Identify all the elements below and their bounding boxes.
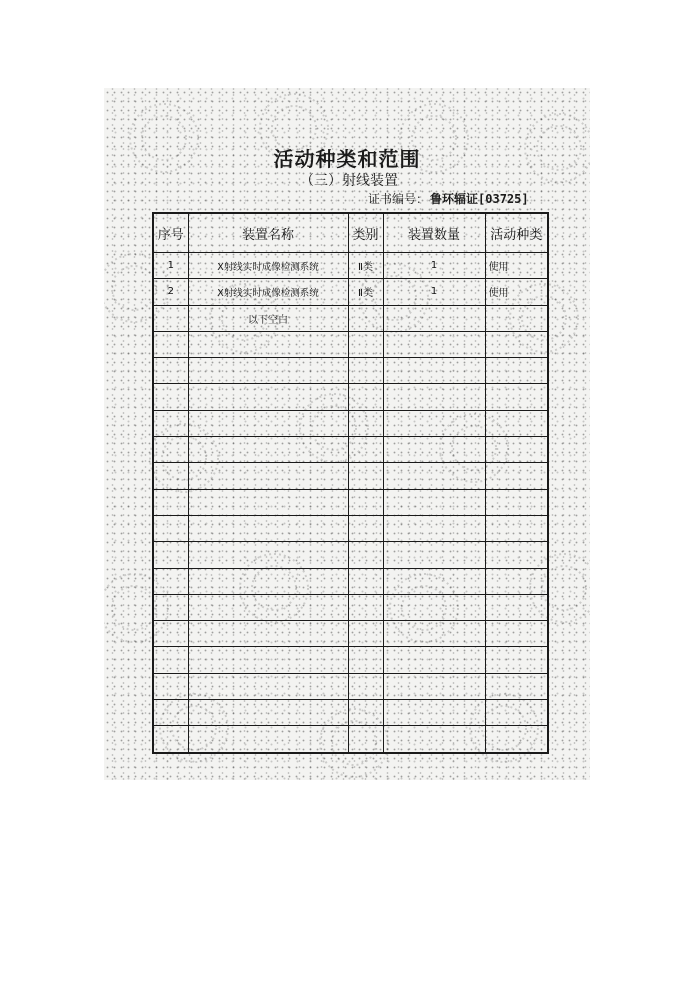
cell-activity-type bbox=[485, 489, 548, 515]
cell-category bbox=[348, 673, 383, 699]
cell-seq bbox=[153, 515, 188, 541]
cell-quantity bbox=[383, 568, 485, 594]
cell-activity-type bbox=[485, 305, 548, 331]
cell-activity-type bbox=[485, 358, 548, 384]
cell-activity-type bbox=[485, 726, 548, 753]
table-row-empty bbox=[153, 437, 548, 463]
cell-category bbox=[348, 568, 383, 594]
cell-category bbox=[348, 621, 383, 647]
cell-quantity bbox=[383, 489, 485, 515]
cell-category bbox=[348, 437, 383, 463]
cell-activity-type bbox=[485, 384, 548, 410]
cell-quantity bbox=[383, 437, 485, 463]
cell-seq bbox=[153, 673, 188, 699]
cell-device-name bbox=[188, 594, 348, 620]
cell-seq: 1 bbox=[153, 253, 188, 279]
cell-quantity bbox=[383, 384, 485, 410]
cell-category bbox=[348, 594, 383, 620]
cell-activity-type bbox=[485, 437, 548, 463]
table-row bbox=[153, 279, 548, 305]
cell-category bbox=[348, 515, 383, 541]
table-row-empty bbox=[153, 700, 548, 726]
cell-quantity bbox=[383, 621, 485, 647]
cell-device-name bbox=[188, 515, 348, 541]
header-quantity: 装置数量 bbox=[383, 213, 485, 253]
table-row-end-note bbox=[153, 305, 548, 331]
certificate-number-value: 鲁环辐证[03725] bbox=[430, 192, 529, 206]
cell-category bbox=[348, 463, 383, 489]
table-row-empty bbox=[153, 621, 548, 647]
cell-quantity bbox=[383, 410, 485, 436]
cell-device-name bbox=[188, 726, 348, 753]
device-table bbox=[152, 212, 549, 754]
cell-seq bbox=[153, 331, 188, 357]
cell-activity-type bbox=[485, 463, 548, 489]
cell-activity-type bbox=[485, 673, 548, 699]
cell-seq bbox=[153, 463, 188, 489]
cell-quantity bbox=[383, 594, 485, 620]
cell-quantity bbox=[383, 726, 485, 753]
table-row-empty bbox=[153, 515, 548, 541]
cell-activity-type: 使用 bbox=[485, 253, 548, 279]
cell-activity-type bbox=[485, 621, 548, 647]
cell-category bbox=[348, 331, 383, 357]
cell-seq bbox=[153, 358, 188, 384]
cell-activity-type bbox=[485, 700, 548, 726]
table-row-empty bbox=[153, 384, 548, 410]
cell-quantity bbox=[383, 673, 485, 699]
cell-seq bbox=[153, 726, 188, 753]
cell-quantity bbox=[383, 463, 485, 489]
cell-device-name bbox=[188, 384, 348, 410]
table-row-empty bbox=[153, 647, 548, 673]
cell-device-name bbox=[188, 673, 348, 699]
table-row-empty bbox=[153, 726, 548, 753]
cell-category bbox=[348, 358, 383, 384]
cell-activity-type bbox=[485, 594, 548, 620]
cell-category bbox=[348, 647, 383, 673]
cell-device-name bbox=[188, 358, 348, 384]
cell-quantity: 1 bbox=[383, 279, 485, 305]
table-row-empty bbox=[153, 331, 548, 357]
cell-device-name bbox=[188, 568, 348, 594]
certificate-number-label: 证书编号： bbox=[368, 192, 429, 206]
header-category: 类别 bbox=[348, 213, 383, 253]
cell-device-name bbox=[188, 700, 348, 726]
cell-category bbox=[348, 700, 383, 726]
cell-seq bbox=[153, 305, 188, 331]
cell-quantity bbox=[383, 700, 485, 726]
cell-category bbox=[348, 489, 383, 515]
cell-seq bbox=[153, 489, 188, 515]
cell-quantity bbox=[383, 542, 485, 568]
cell-quantity bbox=[383, 331, 485, 357]
cell-category: Ⅱ类 bbox=[348, 253, 383, 279]
header-activity-type: 活动种类 bbox=[485, 213, 548, 253]
table-row-empty bbox=[153, 542, 548, 568]
cell-device-name bbox=[188, 437, 348, 463]
cell-seq bbox=[153, 594, 188, 620]
cell-category bbox=[348, 410, 383, 436]
cell-seq bbox=[153, 384, 188, 410]
cell-quantity bbox=[383, 305, 485, 331]
header-device-name: 装置名称 bbox=[188, 213, 348, 253]
cell-device-name bbox=[188, 647, 348, 673]
cell-seq: 2 bbox=[153, 279, 188, 305]
cell-category: Ⅱ类 bbox=[348, 279, 383, 305]
cell-device-name: X射线实时成像检测系统 bbox=[188, 279, 348, 305]
end-of-list-note: 以下空白 bbox=[188, 305, 348, 331]
table-row-empty bbox=[153, 463, 548, 489]
cell-quantity bbox=[383, 647, 485, 673]
cell-quantity bbox=[383, 358, 485, 384]
certificate-number bbox=[368, 190, 529, 207]
table-row-empty bbox=[153, 489, 548, 515]
section-subtitle: （三）射线装置 bbox=[300, 173, 398, 189]
cell-quantity: 1 bbox=[383, 253, 485, 279]
cell-device-name bbox=[188, 621, 348, 647]
cell-category bbox=[348, 726, 383, 753]
cell-seq bbox=[153, 410, 188, 436]
cell-seq bbox=[153, 542, 188, 568]
cell-category bbox=[348, 305, 383, 331]
table-header-row bbox=[153, 213, 548, 253]
cell-seq bbox=[153, 568, 188, 594]
table-row-empty bbox=[153, 358, 548, 384]
cell-activity-type bbox=[485, 410, 548, 436]
cell-category bbox=[348, 384, 383, 410]
cell-device-name bbox=[188, 331, 348, 357]
cell-activity-type bbox=[485, 515, 548, 541]
cell-quantity bbox=[383, 515, 485, 541]
cell-seq bbox=[153, 647, 188, 673]
cell-activity-type bbox=[485, 647, 548, 673]
cell-category bbox=[348, 542, 383, 568]
cell-activity-type: 使用 bbox=[485, 279, 548, 305]
document-title: 活动种类和范围 bbox=[273, 147, 421, 171]
cell-activity-type bbox=[485, 331, 548, 357]
cell-device-name bbox=[188, 542, 348, 568]
cell-device-name bbox=[188, 410, 348, 436]
table-row-empty bbox=[153, 410, 548, 436]
cell-seq bbox=[153, 621, 188, 647]
cell-device-name bbox=[188, 489, 348, 515]
cell-activity-type bbox=[485, 568, 548, 594]
table-row-empty bbox=[153, 673, 548, 699]
cell-activity-type bbox=[485, 542, 548, 568]
table-row-empty bbox=[153, 594, 548, 620]
cell-seq bbox=[153, 700, 188, 726]
cell-device-name: X射线实时成像检测系统 bbox=[188, 253, 348, 279]
table-row bbox=[153, 253, 548, 279]
table-row-empty bbox=[153, 568, 548, 594]
cell-device-name bbox=[188, 463, 348, 489]
cell-seq bbox=[153, 437, 188, 463]
header-seq: 序号 bbox=[153, 213, 188, 253]
